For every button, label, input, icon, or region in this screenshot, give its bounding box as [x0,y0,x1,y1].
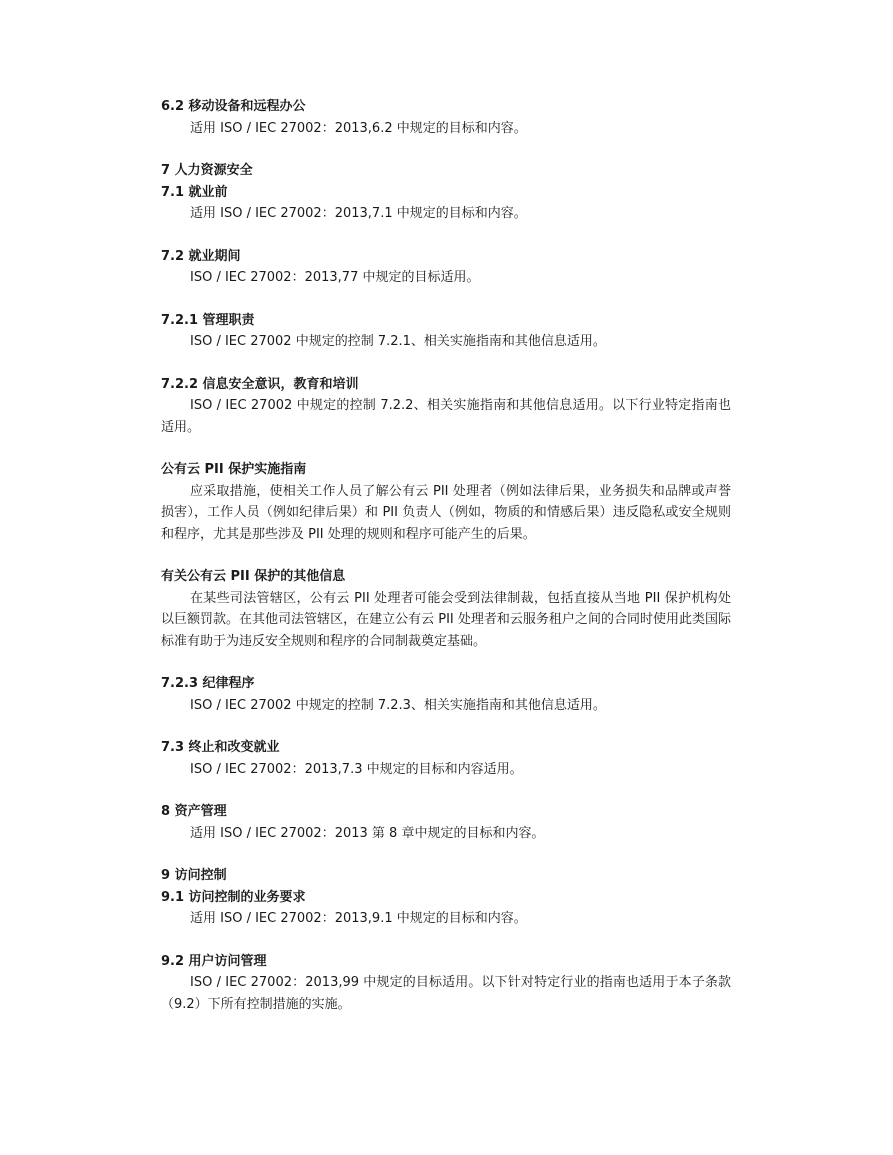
section-body: 适用 ISO / IEC 27002：2013,6.2 中规定的目标和内容。 [190,120,527,136]
section-7 [161,160,731,182]
section-body: ISO / IEC 27002 中规定的控制 7.2.2、相关实施指南和其他信息适用。以下行业特定指南也适用。 [161,398,731,435]
section-heading: 7.2 就业期间 [161,248,241,264]
section-heading: 6.2 移动设备和远程办公 [161,99,306,114]
section-9-2 [161,951,731,1016]
section-body: ISO / IEC 27002 中规定的控制 7.2.3、相关实施指南和其他信息适用。 [190,697,606,713]
section-body: ISO / IEC 27002：2013,77 中规定的目标适用。 [190,270,480,285]
section-6-2 [161,96,731,139]
section-body: 适用 ISO / IEC 27002：2013 第 8 章中规定的目标和内容。 [190,825,545,841]
section-7-2 [161,246,731,289]
section-7-2-2 [161,374,731,439]
section-heading: 7.2.1 管理职责 [161,312,255,328]
section-7-3 [161,737,731,780]
chapter-heading: 7 人力资源安全 [161,163,253,178]
section-heading: 公有云 PII 保护实施指南 [161,462,307,477]
section-body: 适用 ISO / IEC 27002：2013,7.1 中规定的目标和内容。 [190,206,527,221]
section-7-2-3 [161,673,731,716]
section-9-1 [161,887,731,930]
section-pii-other-info [161,566,731,652]
section-body: ISO / IEC 27002：2013,7.3 中规定的目标和内容适用。 [190,761,523,777]
section-heading: 7.3 终止和改变就业 [161,740,280,755]
section-8 [161,801,731,844]
chapter-heading: 8 资产管理 [161,804,227,819]
section-pii-guidance [161,459,731,545]
section-body: 在某些司法管辖区，公有云 PII 处理者可能会受到法律制裁，包括直接从当地 PII 保护机构处以巨额罚款。在其他司法管辖区，在建立公有云 PII 处理者和云服务租户之间的合同时使用此类国际标准有助于为违反安全规则和程序的合同制裁奠定基础。 [161,590,731,649]
section-heading: 9.2 用户访问管理 [161,953,267,969]
section-body: 应采取措施，使相关工作人员了解公有云 PII 处理者（例如法律后果，业务损失和品牌或声誉损害），工作人员（例如纪律后果）和 PII 负责人（例如，物质的和情感后果）违反隐私或安全规则和程序，尤其是那些涉及 PII 处理的规则和程序可能产生的后果。 [161,483,731,542]
section-heading: 7.2.3 纪律程序 [161,676,255,691]
chapter-heading: 9 访问控制 [161,868,227,883]
section-body: ISO / IEC 27002 中规定的控制 7.2.1、相关实施指南和其他信息适用。 [190,334,606,349]
section-9 [161,865,731,887]
section-heading: 7.2.2 信息安全意识，教育和培训 [161,376,359,392]
section-body: 适用 ISO / IEC 27002：2013,9.1 中规定的目标和内容。 [190,911,527,926]
section-7-2-1 [161,310,731,353]
section-heading: 7.1 就业前 [161,184,228,200]
section-7-1 [161,182,731,225]
document-page [161,96,731,1015]
section-body: ISO / IEC 27002：2013,99 中规定的目标适用。以下针对特定行业的指南也适用于本子条款（9.2）下所有控制措施的实施。 [161,975,731,1012]
section-heading: 有关公有云 PII 保护的其他信息 [161,569,346,584]
section-heading: 9.1 访问控制的业务要求 [161,889,306,905]
